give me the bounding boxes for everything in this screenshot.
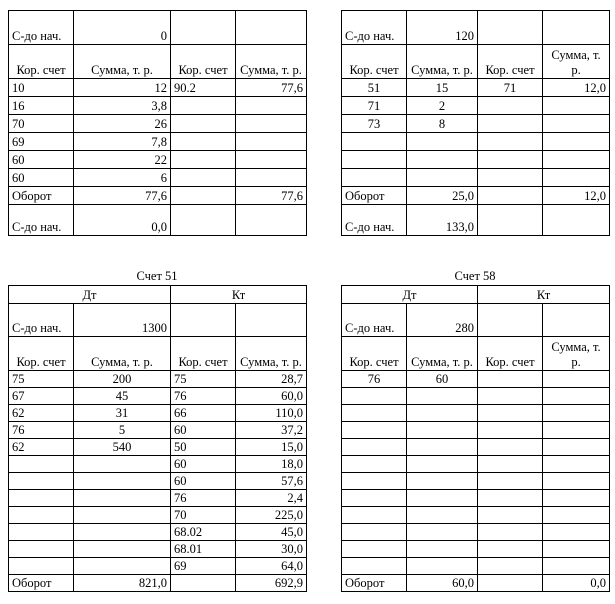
corr-account-credit — [478, 405, 543, 422]
debit-turnover: 77,6 — [74, 187, 171, 205]
empty-cell — [543, 304, 610, 337]
sum-debit — [407, 422, 478, 439]
table-row — [342, 439, 610, 456]
empty-cell — [171, 187, 236, 205]
debit-sum-header: Сумма, т. р. — [74, 45, 171, 79]
corr-account-credit — [478, 422, 543, 439]
table-row — [342, 97, 610, 115]
sum-debit: 15 — [407, 79, 478, 97]
ledger-table-top-right — [341, 10, 610, 236]
corr-account-debit — [342, 473, 407, 490]
credit-header: Кт — [171, 286, 307, 304]
corr-account-debit — [342, 490, 407, 507]
credit-sum-header: Сумма, т. р. — [543, 45, 610, 79]
sum-credit — [543, 558, 610, 575]
debit-sum-header: Сумма, т. р. — [74, 337, 171, 371]
sum-debit — [74, 541, 171, 558]
corr-account-debit: 60 — [9, 169, 74, 187]
table-row — [342, 558, 610, 575]
table-row — [9, 456, 307, 473]
credit-turnover: 0,0 — [543, 575, 610, 592]
sum-debit — [407, 151, 478, 169]
table-row — [342, 473, 610, 490]
sum-debit — [74, 558, 171, 575]
sum-debit — [407, 405, 478, 422]
turnover-label: Оборот — [342, 187, 407, 205]
column-header-row — [342, 337, 610, 371]
corr-account-credit — [478, 541, 543, 558]
corr-account-credit — [171, 97, 236, 115]
sum-credit — [236, 97, 307, 115]
empty-cell — [171, 304, 236, 337]
sum-debit — [407, 507, 478, 524]
corr-account-debit — [342, 133, 407, 151]
credit-sum-header: Сумма, т. р. — [543, 337, 610, 371]
sum-debit: 7,8 — [74, 133, 171, 151]
sum-credit — [543, 524, 610, 541]
corr-account-credit: 68.01 — [171, 541, 236, 558]
sum-credit: 12,0 — [543, 79, 610, 97]
sum-credit: 15,0 — [236, 439, 307, 456]
corr-account-debit: 16 — [9, 97, 74, 115]
table-row — [342, 490, 610, 507]
sum-debit: 31 — [74, 405, 171, 422]
closing-balance-label: С-до нач. — [9, 205, 74, 236]
corr-account-debit: 76 — [342, 371, 407, 388]
corr-account-debit — [342, 169, 407, 187]
credit-header: Кт — [478, 286, 610, 304]
debit-account-header: Кор. счет — [342, 45, 407, 79]
corr-account-debit — [342, 558, 407, 575]
sum-debit — [407, 541, 478, 558]
corr-account-debit — [342, 388, 407, 405]
sum-debit: 2 — [407, 97, 478, 115]
empty-cell — [478, 304, 543, 337]
turnover-row — [342, 575, 610, 592]
sum-debit — [74, 490, 171, 507]
debit-credit-header-row — [9, 286, 307, 304]
sum-credit — [543, 439, 610, 456]
table-row — [9, 79, 307, 97]
corr-account-debit — [342, 456, 407, 473]
sum-debit — [74, 507, 171, 524]
corr-account-credit — [478, 388, 543, 405]
credit-account-header: Кор. счет — [478, 45, 543, 79]
sum-debit — [407, 524, 478, 541]
sum-credit: 37,2 — [236, 422, 307, 439]
sum-credit — [236, 133, 307, 151]
sum-debit: 6 — [74, 169, 171, 187]
credit-turnover: 692,9 — [236, 575, 307, 592]
corr-account-credit: 68.02 — [171, 524, 236, 541]
table-row — [9, 405, 307, 422]
opening-balance-row — [9, 304, 307, 337]
sum-credit: 225,0 — [236, 507, 307, 524]
corr-account-credit — [478, 133, 543, 151]
debit-account-header: Кор. счет — [342, 337, 407, 371]
ledger-entries — [342, 79, 610, 187]
sum-debit — [74, 473, 171, 490]
table-row — [342, 115, 610, 133]
corr-account-credit — [478, 439, 543, 456]
sum-debit: 8 — [407, 115, 478, 133]
sum-credit: 30,0 — [236, 541, 307, 558]
corr-account-credit — [478, 456, 543, 473]
sum-credit — [543, 507, 610, 524]
corr-account-debit: 75 — [9, 371, 74, 388]
ledger-table-account-51 — [8, 285, 307, 592]
corr-account-credit — [171, 169, 236, 187]
table-row — [9, 473, 307, 490]
debit-turnover: 821,0 — [74, 575, 171, 592]
empty-cell — [171, 205, 236, 236]
turnover-label: Оборот — [9, 187, 74, 205]
turnover-row — [9, 575, 307, 592]
empty-cell — [236, 205, 307, 236]
sum-debit — [407, 473, 478, 490]
table-row — [9, 97, 307, 115]
sum-credit — [543, 473, 610, 490]
table-row — [9, 151, 307, 169]
turnover-row — [342, 187, 610, 205]
table-row — [342, 456, 610, 473]
sum-debit: 12 — [74, 79, 171, 97]
sum-credit: 60,0 — [236, 388, 307, 405]
sum-credit: 45,0 — [236, 524, 307, 541]
corr-account-debit: 76 — [9, 422, 74, 439]
corr-account-credit: 76 — [171, 490, 236, 507]
sum-credit — [236, 169, 307, 187]
closing-balance-value: 0,0 — [74, 205, 171, 236]
corr-account-credit — [478, 151, 543, 169]
empty-cell — [236, 304, 307, 337]
corr-account-debit: 67 — [9, 388, 74, 405]
corr-account-credit: 75 — [171, 371, 236, 388]
table-row — [9, 541, 307, 558]
opening-balance-label: С-до нач. — [9, 11, 74, 45]
corr-account-debit — [9, 558, 74, 575]
sum-credit — [543, 405, 610, 422]
corr-account-credit: 60 — [171, 456, 236, 473]
table-row — [342, 405, 610, 422]
corr-account-credit: 66 — [171, 405, 236, 422]
ledger-table-account-58 — [341, 285, 610, 592]
corr-account-credit: 70 — [171, 507, 236, 524]
debit-header: Дт — [9, 286, 171, 304]
corr-account-debit — [9, 490, 74, 507]
table-row — [342, 524, 610, 541]
table-row — [9, 115, 307, 133]
turnover-label: Оборот — [9, 575, 74, 592]
empty-cell — [543, 205, 610, 236]
corr-account-credit: 50 — [171, 439, 236, 456]
debit-account-header: Кор. счет — [9, 337, 74, 371]
sum-debit — [74, 524, 171, 541]
table-row — [9, 524, 307, 541]
corr-account-debit — [342, 439, 407, 456]
sum-debit: 45 — [74, 388, 171, 405]
opening-balance-row — [342, 304, 610, 337]
credit-turnover: 77,6 — [236, 187, 307, 205]
sum-debit — [407, 490, 478, 507]
sum-credit — [543, 456, 610, 473]
sum-credit — [543, 115, 610, 133]
corr-account-debit — [342, 422, 407, 439]
corr-account-credit — [478, 115, 543, 133]
corr-account-debit — [342, 524, 407, 541]
opening-balance-value: 120 — [407, 11, 478, 45]
table-row — [9, 169, 307, 187]
corr-account-credit — [478, 507, 543, 524]
sum-debit — [407, 439, 478, 456]
corr-account-debit — [342, 151, 407, 169]
sum-credit — [236, 151, 307, 169]
table-row — [9, 371, 307, 388]
closing-balance-row — [342, 205, 610, 236]
credit-account-header: Кор. счет — [478, 337, 543, 371]
credit-sum-header: Сумма, т. р. — [236, 45, 307, 79]
corr-account-credit — [478, 169, 543, 187]
sum-debit — [74, 456, 171, 473]
table-row — [9, 507, 307, 524]
table-row — [342, 541, 610, 558]
ledger-entries — [342, 371, 610, 575]
debit-header: Дт — [342, 286, 478, 304]
opening-balance-row — [9, 11, 307, 45]
corr-account-debit: 51 — [342, 79, 407, 97]
sum-debit: 26 — [74, 115, 171, 133]
corr-account-debit — [9, 456, 74, 473]
opening-balance-value: 0 — [74, 11, 171, 45]
sum-credit: 2,4 — [236, 490, 307, 507]
credit-turnover: 12,0 — [543, 187, 610, 205]
table-row — [342, 133, 610, 151]
sum-debit — [407, 133, 478, 151]
corr-account-credit: 76 — [171, 388, 236, 405]
credit-sum-header: Сумма, т. р. — [236, 337, 307, 371]
corr-account-debit — [9, 473, 74, 490]
sum-debit: 3,8 — [74, 97, 171, 115]
corr-account-debit: 73 — [342, 115, 407, 133]
debit-account-header: Кор. счет — [9, 45, 74, 79]
empty-cell — [478, 187, 543, 205]
table-row — [9, 439, 307, 456]
sum-debit: 200 — [74, 371, 171, 388]
sum-credit — [236, 115, 307, 133]
sum-credit — [543, 388, 610, 405]
corr-account-credit — [478, 524, 543, 541]
corr-account-debit — [342, 405, 407, 422]
sum-debit — [407, 388, 478, 405]
corr-account-credit — [171, 151, 236, 169]
opening-balance-value: 280 — [407, 304, 478, 337]
empty-cell — [478, 205, 543, 236]
table-row — [9, 490, 307, 507]
sum-credit — [543, 169, 610, 187]
corr-account-credit — [478, 97, 543, 115]
table-row — [342, 79, 610, 97]
sum-credit — [543, 422, 610, 439]
opening-balance-label: С-до нач. — [342, 304, 407, 337]
sum-credit — [543, 371, 610, 388]
corr-account-debit — [342, 541, 407, 558]
corr-account-debit: 70 — [9, 115, 74, 133]
empty-cell — [478, 11, 543, 45]
opening-balance-label: С-до нач. — [342, 11, 407, 45]
table-row — [9, 133, 307, 151]
closing-balance-value: 133,0 — [407, 205, 478, 236]
corr-account-credit: 69 — [171, 558, 236, 575]
sum-debit — [407, 456, 478, 473]
corr-account-debit — [342, 507, 407, 524]
corr-account-credit — [171, 115, 236, 133]
account-51-title: Счет 51 — [136, 269, 178, 283]
corr-account-credit — [478, 473, 543, 490]
sum-credit: 110,0 — [236, 405, 307, 422]
corr-account-debit — [9, 507, 74, 524]
credit-account-header: Кор. счет — [171, 337, 236, 371]
table-row — [342, 371, 610, 388]
table-row — [342, 422, 610, 439]
corr-account-debit: 71 — [342, 97, 407, 115]
ledger-table-top-left — [8, 10, 307, 236]
empty-cell — [478, 575, 543, 592]
credit-account-header: Кор. счет — [171, 45, 236, 79]
closing-balance-row — [9, 205, 307, 236]
debit-sum-header: Сумма, т. р. — [407, 337, 478, 371]
corr-account-credit — [478, 490, 543, 507]
column-header-row — [9, 337, 307, 371]
sum-credit — [543, 133, 610, 151]
column-header-row — [342, 45, 610, 79]
sum-credit: 64,0 — [236, 558, 307, 575]
sum-credit: 77,6 — [236, 79, 307, 97]
debit-turnover: 25,0 — [407, 187, 478, 205]
ledger-entries — [9, 79, 307, 187]
table-row — [342, 169, 610, 187]
corr-account-credit — [478, 558, 543, 575]
corr-account-debit: 62 — [9, 405, 74, 422]
sum-debit: 5 — [74, 422, 171, 439]
debit-turnover: 60,0 — [407, 575, 478, 592]
corr-account-credit: 60 — [171, 473, 236, 490]
sum-debit: 22 — [74, 151, 171, 169]
corr-account-credit — [171, 133, 236, 151]
sum-credit: 28,7 — [236, 371, 307, 388]
sum-debit — [407, 558, 478, 575]
closing-balance-label: С-до нач. — [342, 205, 407, 236]
opening-balance-label: С-до нач. — [9, 304, 74, 337]
table-row — [342, 507, 610, 524]
corr-account-debit: 60 — [9, 151, 74, 169]
corr-account-debit — [9, 541, 74, 558]
corr-account-credit: 90.2 — [171, 79, 236, 97]
sum-debit: 540 — [74, 439, 171, 456]
empty-cell — [543, 11, 610, 45]
opening-balance-row — [342, 11, 610, 45]
empty-cell — [171, 575, 236, 592]
column-header-row — [9, 45, 307, 79]
turnover-label: Оборот — [342, 575, 407, 592]
sum-credit — [543, 490, 610, 507]
corr-account-credit: 60 — [171, 422, 236, 439]
account-58-title: Счет 58 — [454, 269, 496, 283]
sum-credit — [543, 541, 610, 558]
ledger-entries — [9, 371, 307, 575]
debit-sum-header: Сумма, т. р. — [407, 45, 478, 79]
sum-debit — [407, 169, 478, 187]
table-row — [9, 558, 307, 575]
empty-cell — [171, 11, 236, 45]
debit-credit-header-row — [342, 286, 610, 304]
corr-account-debit: 69 — [9, 133, 74, 151]
sum-credit: 18,0 — [236, 456, 307, 473]
opening-balance-value: 1300 — [74, 304, 171, 337]
turnover-row — [9, 187, 307, 205]
corr-account-credit — [478, 371, 543, 388]
sum-credit: 57,6 — [236, 473, 307, 490]
table-row — [342, 388, 610, 405]
sum-credit — [543, 151, 610, 169]
sum-debit: 60 — [407, 371, 478, 388]
table-row — [342, 151, 610, 169]
corr-account-credit: 71 — [478, 79, 543, 97]
corr-account-debit: 10 — [9, 79, 74, 97]
sum-credit — [543, 97, 610, 115]
empty-cell — [236, 11, 307, 45]
table-row — [9, 388, 307, 405]
corr-account-debit — [9, 524, 74, 541]
corr-account-debit: 62 — [9, 439, 74, 456]
table-row — [9, 422, 307, 439]
